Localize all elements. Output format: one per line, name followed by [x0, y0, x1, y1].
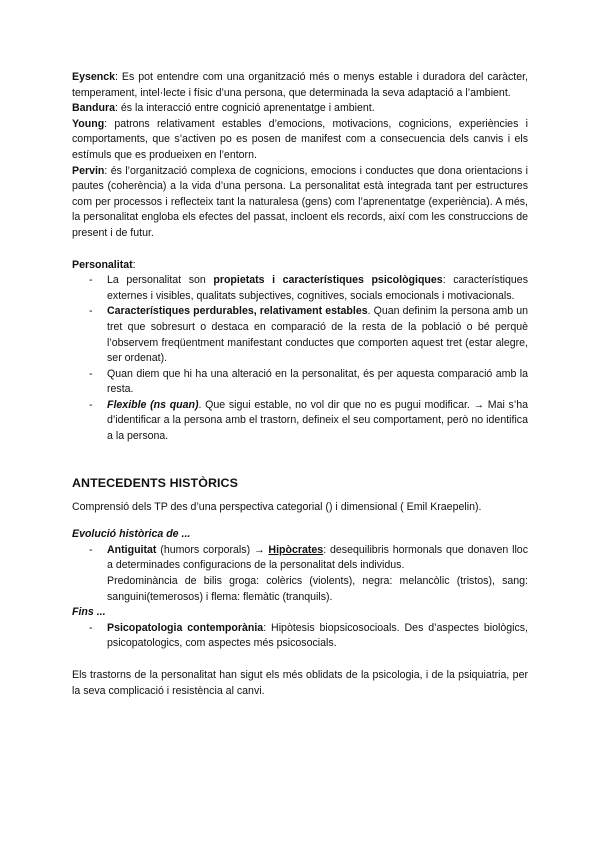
fins-subheading: Fins ...: [72, 606, 106, 619]
evolucio-list: [72, 543, 528, 574]
item-text: : Hipòtesis biopsicosocioals. Des d’aspectes biològics, psicopatologics, com aspectes més psicosocials.: [107, 621, 528, 650]
item-text: . Quan definim la persona amb un tret que sobresurt o destaca en comparació de la resta de la població o bé perquè l’observem freqüentment manifestant conductes que comporten aquest tret (estar alegre, ser ordenat).: [107, 305, 528, 365]
item-bold: Antiguitat: [107, 543, 157, 556]
personalitat-heading: [72, 258, 528, 274]
dash-bullet: -: [89, 543, 93, 556]
list-item: [72, 367, 528, 398]
definition-text: : és la interacció entre cognició aprenentatge i ambient.: [114, 102, 375, 115]
definition-text: : patrons relativament estables d’emocions, motivacions, cognicions, experiències i comportaments, que s’activen po es posen de manifest com a consecuencia dels canvis i els estímuls que es produeixen en l’entorn.: [72, 117, 528, 161]
definition-young: [72, 117, 528, 164]
definition-text: : és l’organització complexa de cognicions, emocions i conductes que dona orientacions i pautes (coherència) a la vida d’una persona. La personalitat està integrada tant per estructures com per processos i reflecteix tant la naturalesa (gens) com l’aprenentatge (experiència). A més, la personalitat engloba els efectes del passat, incloent els records, així com les construccions de present i de futur.: [72, 164, 528, 239]
antiguitat-continuation: Predominància de bilis groga: colèrics (violents), negra: melancòlic (tristos), sang: sanguini(temerosos) i flema: flemàtic (tranquils).: [107, 575, 528, 603]
hipocrates-link: Hipòcrates: [268, 543, 324, 556]
definition-bandura: [72, 101, 528, 117]
definition-pervin: [72, 164, 528, 242]
dash-bullet: -: [89, 398, 93, 411]
definition-term: Eysenck: [72, 71, 115, 83]
fins-list: [72, 621, 528, 652]
list-item: [72, 543, 528, 574]
dash-bullet: -: [89, 621, 93, 634]
section-title: Personalitat: [72, 258, 133, 271]
definition-term: Young: [72, 117, 105, 130]
antecedents-heading: ANTECEDENTS HISTÒRICS: [72, 475, 238, 490]
list-item: [72, 621, 528, 652]
item-text: (humors corporals) →: [156, 543, 269, 556]
page-content: [72, 70, 528, 699]
definition-term: Bandura: [72, 102, 115, 115]
item-text: : desequilibris hormonals que donaven lloc a determinades configuracions de la personalitat dels individus.: [107, 543, 528, 572]
list-item: [72, 273, 528, 304]
antecedents-intro: Comprensió dels TP des d’una perspectiva categorial () i dimensional ( Emil Kraepelin).: [72, 500, 482, 513]
item-bold-italic: Flexible (ns quan): [107, 398, 199, 411]
definitions-block: [72, 70, 528, 242]
item-bold: propietats i característiques psicològiques: [213, 274, 443, 287]
definition-text: : Es pot entendre com una organització més o menys estable i duradora del caràcter, temperament, intel·lecte i físic d’una persona, que determinada la seva adaptació a l’ambient.: [72, 71, 528, 99]
dash-bullet: -: [89, 274, 93, 287]
dash-bullet: -: [89, 367, 93, 380]
list-item: [72, 304, 528, 366]
item-text: La personalitat son: [107, 274, 214, 287]
heading-colon: :: [132, 258, 136, 271]
item-text: . Que sigui estable, no vol dir que no es pugui modificar. → Mai s’ha d’identificar a la persona amb el trastorn, defineix el seu comportament, però no identifica a la persona.: [107, 398, 528, 443]
dash-bullet: -: [89, 305, 93, 318]
item-bold: Psicopatologia contemporània: [107, 621, 264, 634]
item-text: : característiques externes i visibles, qualitats subjectives, cognitives, socials emocionals i motivacionals.: [107, 274, 528, 302]
personalitat-list: [72, 273, 528, 445]
definition-eysenck: [72, 70, 528, 101]
closing-paragraph: Els trastorns de la personalitat han sigut els més oblidats de la psicologia, i de la psiquiatria, per la seva complicació i resistència al canvi.: [72, 669, 528, 697]
evolucio-subheading: Evolució històrica de ...: [72, 528, 191, 541]
list-item: [72, 398, 528, 445]
definition-term: Pervin: [72, 164, 105, 177]
item-bold: Característiques perdurables, relativament estables: [107, 305, 368, 318]
item-text: Quan diem que hi ha una alteració en la personalitat, és per aquesta comparació amb la resta.: [107, 367, 528, 396]
